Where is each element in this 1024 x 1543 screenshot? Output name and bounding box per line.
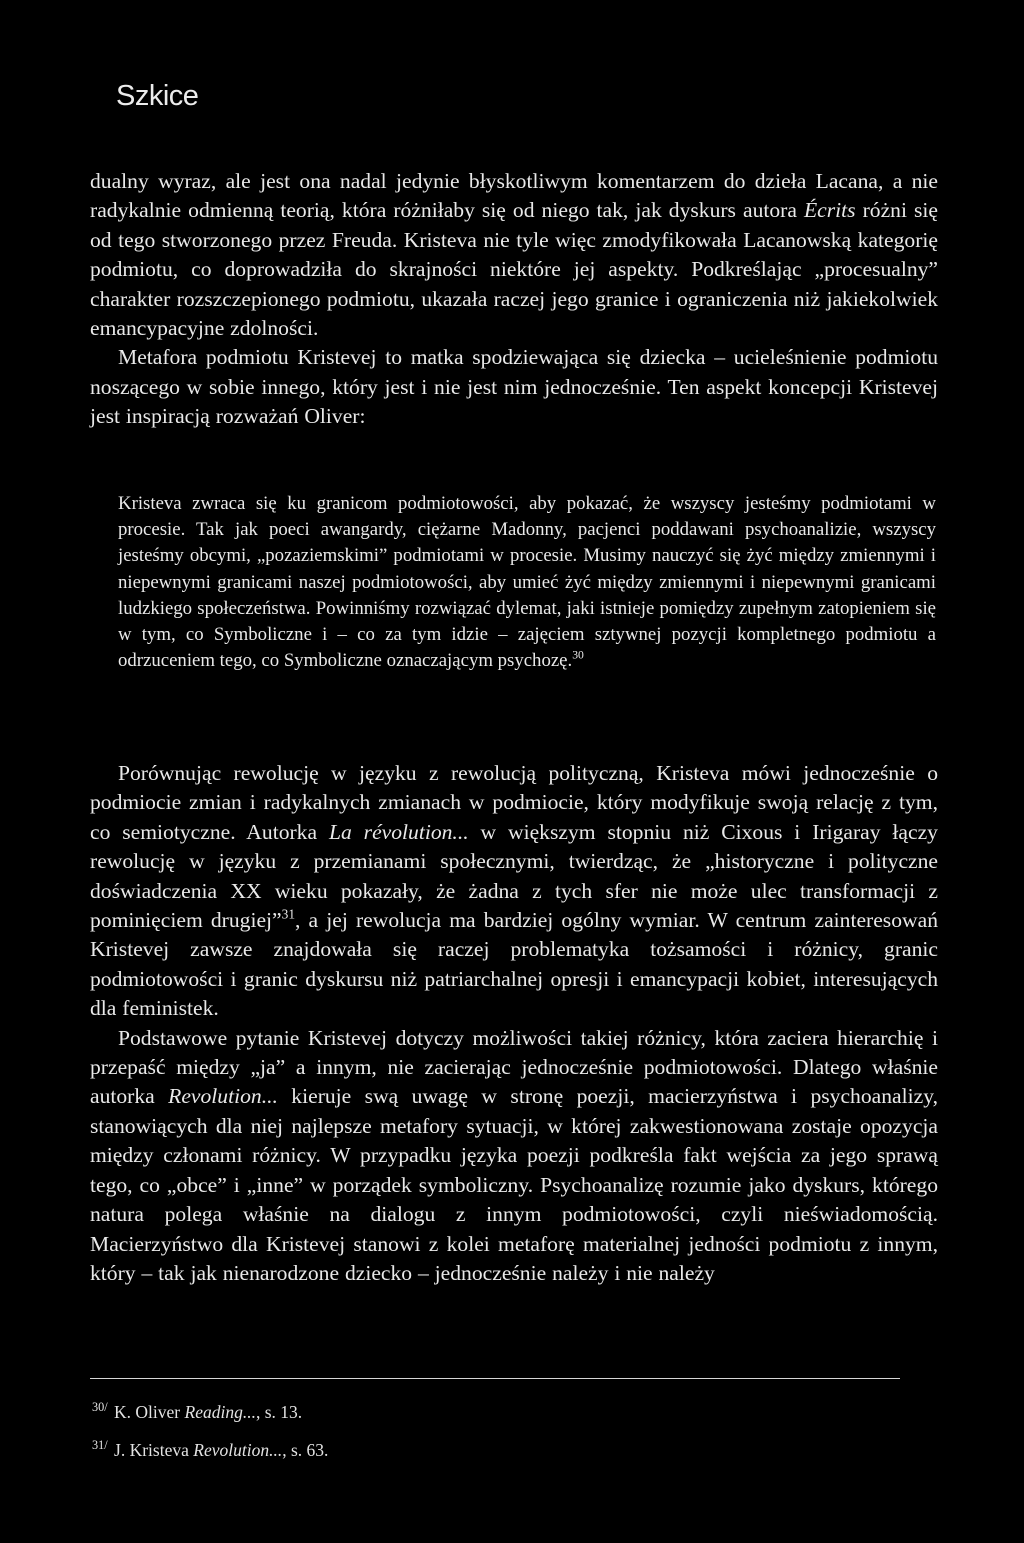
footnote-30: $^{30/}$ K. Oliver Reading..., s. 13. [92,1400,303,1422]
footnote-divider [90,1378,900,1379]
book-title-ecrits: Écrits [803,198,856,223]
footnotes [92,1393,792,1469]
running-header: Szkice [116,80,199,112]
footnote-mark: 30/ [92,1400,108,1415]
body-text-top [90,167,938,432]
quote-text: Kristeva zwraca się ku granicom podmiotowości, aby pokazać, że wszyscy jesteśmy podmiotami w procesie. Tak jak poeci awangardy, ciężarne Madonny, pacjenci poddawani psychoanalizie, wszyscy jesteśmy obcymi, „pozaziemskimi” podmiotami w procesie. Musimy nauczyć się żyć między zmiennymi i niepewnymi granicami naszej podmiotowości, aby umieć żyć między zmiennymi i niepewnymi granicami ludzkiego społeczeństwa. Powinniśmy rozwiązać dylemat, jaki istnieje pomiędzy zupełnym zatopieniem się w tym, co Symboliczne i – co za tym idzie – zajęciem sztywnej pozycji kompletnego podmiotu a odrzuceniem tego, co Symboliczne oznaczającym psychozę.$^{30}$ [118,493,936,672]
paragraph-3: Porównując rewolucję w języku z rewolucją polityczną, Kristeva mówi jednocześnie o podmiocie zmian i radykalnych zmianach w podmiocie, który modyfikuje swoją relację z tym, co semiotyczne. Autorka La révolution... w większym stopniu niż Cixous i Irigaray łączy rewolucję w języku z przemianami społecznymi, twierdząc, że „historyczne i polityczne doświadczenia XX wieku pokazały, że żadna z tych sfer nie może ulec transformacji z pominięciem drugiej”$^{31}$, a jej rewolucja ma bardziej ogólny wymiar. W centrum zainteresowań Kristevej zawsze znajdowała się raczej problematyka tożsamości i różnicy, granic podmiotowości i granic dyskursu niż patriarchalnej opresji i emancypacji kobiet, interesujących dla feministek. [90,761,938,1021]
paragraph-2: Metafora podmiotu Kristevej to matka spodziewająca się dziecka – ucieleśnienie podmiotu noszącego w sobie innego, który jest i nie jest nim jednocześnie. Ten aspekt koncepcji Kristevej jest inspiracją rozważań Oliver: [90,345,938,429]
paragraph-4: Podstawowe pytanie Kristevej dotyczy możliwości takiej różnicy, która zaciera hierarchię i przepaść między „ja” a innym, nie zacierając jednocześnie podmiotowości. Dlatego właśnie autorka Revolution... kieruje swą uwagę w stronę poezji, macierzyństwa i psychoanalizy, stanowiących dla niej najlepsze metafory sytuacji, w której zakwestionowana zostaje opozycja między członami różnicy. W przypadku języka poezji podkreśla fakt wejścia za jego sprawą tego, co „obce” i „inne” w porządek symboliczny. Psychoanalizę rozumie jako dyskurs, którego natura polega właśnie na dialogu z innym podmiotowości, czyli nieświadomością. Macierzyństwo dla Kristevej stanowi z kolei metaforę materialnej jedności podmiotu z innym, który – tak jak nienarodzone dziecko – jednocześnie należy i nie należy [90,1025,938,1285]
footnote-ref-31: 31 [281,906,295,922]
footnote-ref-30: 30 [572,648,584,662]
footnote-mark: 31/ [92,1438,108,1453]
book-title-la-revolution: La révolution... [328,819,469,844]
footnote-31: $^{31/}$ J. Kristeva Revolution..., s. 63. [92,1438,329,1460]
body-text-bottom [90,759,938,1288]
book-title-revolution: Revolution... [168,1084,278,1109]
block-quote [118,491,936,674]
paragraph-1: dualny wyraz, ale jest ona nadal jedynie błyskotliwym komentarzem do dzieła Lacana, a nie radykalnie odmienną teorią, która różniłaby się od niego tak, jak dyskurs autora Écrits różni się od tego stworzonego przez Freuda. Kristeva nie tyle więc zmodyfikowała Lacanowską kategorię podmiotu, co doprowadziła do skrajności niektóre jej aspekty. Podkreślając „procesualny” charakter rozszczepionego podmiotu, ukazała raczej jego granice i ograniczenia niż jakiekolwiek emancypacyjne zdolności. [90,169,938,341]
